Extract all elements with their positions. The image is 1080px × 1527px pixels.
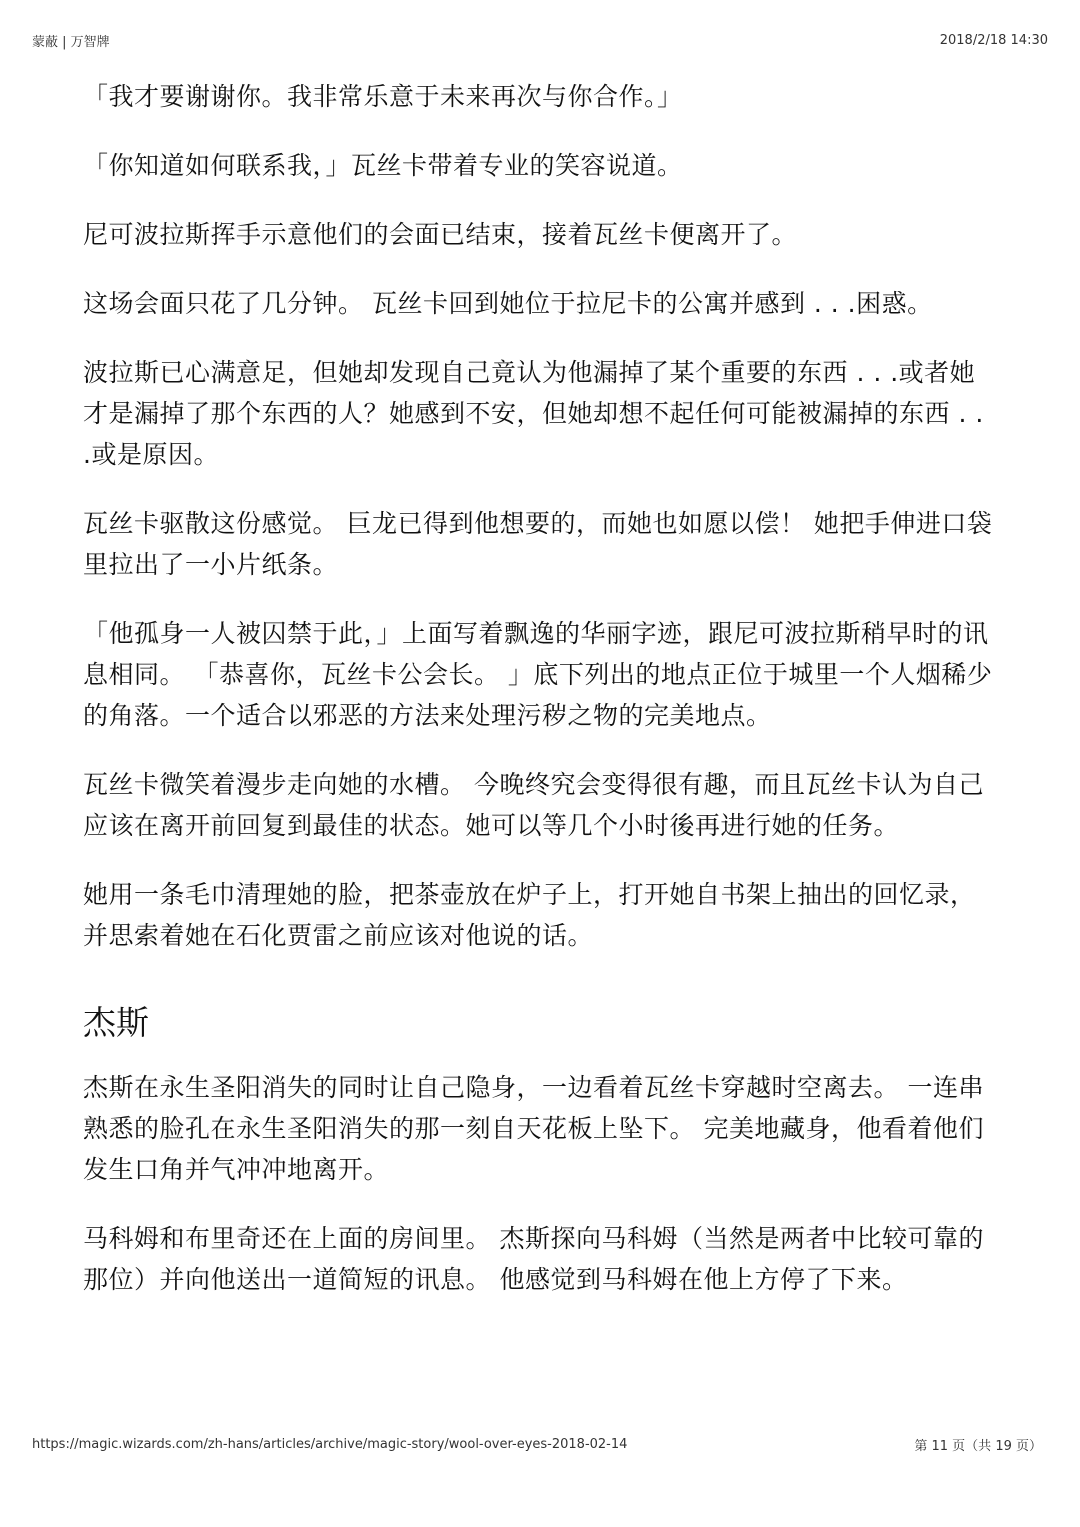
paragraph: 她用一条毛巾清理她的脸，把茶壶放在炉子上，打开她自书架上抽出的回忆录，并思索着她在石化贾雷之前应该对他说的话。 (83, 880, 976, 950)
paragraph: 马科姆和布里奇还在上面的房间里。 杰斯探向马科姆（当然是两者中比较可靠的那位）并向他送出一道简短的讯息。 他感觉到马科姆在他上方停了下来。 (83, 1224, 984, 1294)
paragraph: 「他孤身一人被囚禁于此，」上面写着飘逸的华丽字迹，跟尼可波拉斯稍早时的讯息相同。 「恭喜你，瓦丝卡公会长。 」底下列出的地点正位于城里一个人烟稀少的角落。一个适合以邪恶的方法来处理污秽之物的完美地点。 (83, 619, 993, 730)
paragraph: 这场会面只花了几分钟。 瓦丝卡回到她位于拉尼卡的公寓并感到 . . .困惑。 (83, 289, 933, 318)
print-datetime: 2018/2/18 14:30 (939, 32, 1048, 48)
print-footer (32, 1434, 1042, 1454)
paragraph: 波拉斯已心满意足，但她却发现自己竟认为他漏掉了某个重要的东西 . . .或者她才是漏掉了那个东西的人？她感到不安，但她却想不起任何可能被漏掉的东西 . . .或是原因。 (83, 358, 984, 469)
paragraph: 「你知道如何联系我，」瓦丝卡带着专业的笑容说道。 (83, 151, 683, 180)
paragraph: 瓦丝卡微笑着漫步走向她的水槽。 今晚终究会变得很有趣，而且瓦丝卡认为自己应该在离开前回复到最佳的状态。她可以等几个小时後再进行她的任务。 (83, 770, 984, 840)
paragraph: 杰斯在永生圣阳消失的同时让自己隐身，一边看着瓦丝卡穿越时空离去。 一连串熟悉的脸孔在永生圣阳消失的那一刻自天花板上坠下。 完美地藏身，他看着他们发生口角并气冲冲地离开。 (83, 1073, 984, 1184)
source-title: 蒙蔽 | 万智牌 (32, 34, 110, 50)
article-body (83, 76, 998, 1328)
paragraph: 「我才要谢谢你。我非常乐意于未来再次与你合作。」 (83, 82, 683, 111)
paragraph: 瓦丝卡驱散这份感觉。 巨龙已得到他想要的，而她也如愿以偿！ 她把手伸进口袋里拉出了一小片纸条。 (83, 509, 993, 579)
page-number: 第 11 页（共 19 页） (914, 1438, 1042, 1454)
paragraph: 尼可波拉斯挥手示意他们的会面已结束，接着瓦丝卡便离开了。 (83, 220, 798, 249)
section-heading: 杰斯 (83, 1003, 149, 1042)
page-url: https://magic.wizards.com/zh-hans/articles/archive/magic-story/wool-over-eyes-2018-02-14 (32, 1436, 628, 1452)
print-header (32, 30, 1048, 50)
